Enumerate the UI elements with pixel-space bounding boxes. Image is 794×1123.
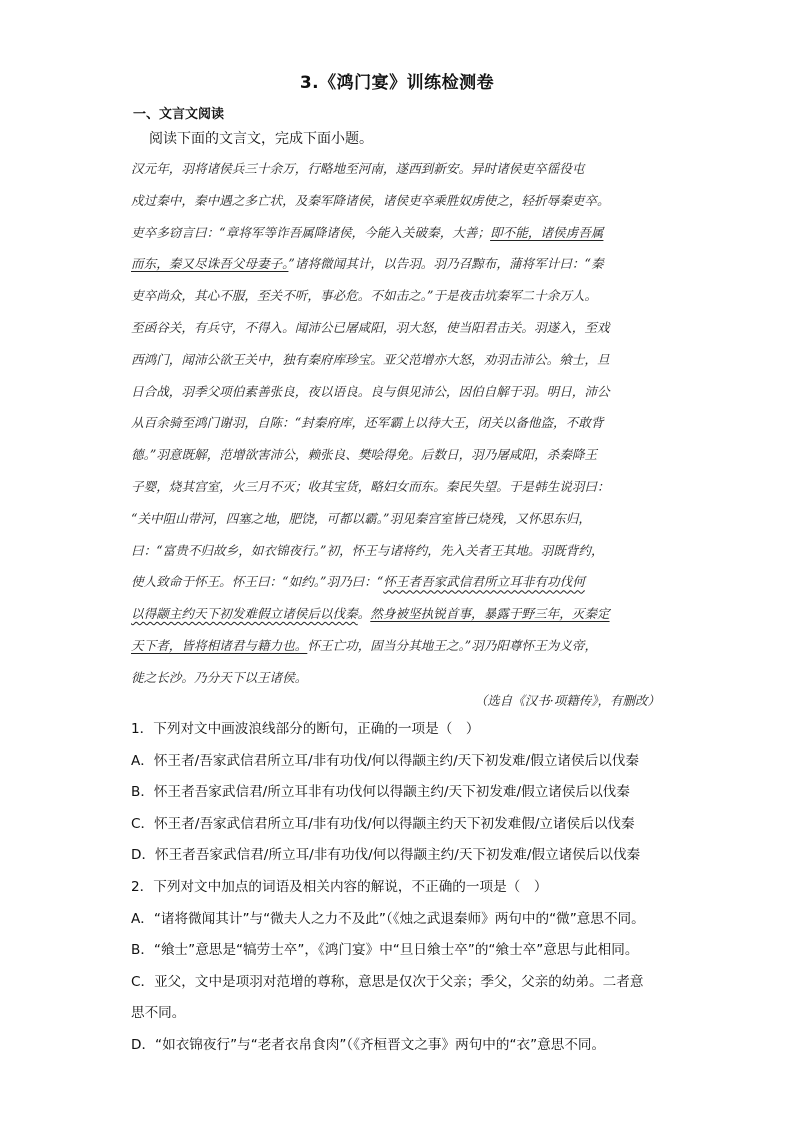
passage-line: 德。”羽意既解，范增欲害沛公，赖张良、樊哙得免。后数日，羽乃屠咸阳，杀秦降王	[131, 447, 598, 463]
option-a: A．“诸将微闻其计”与“微夫人之力不及此”（《烛之武退秦师》两句中的“微”意思不同。	[131, 910, 645, 927]
passage-line	[131, 630, 666, 662]
underlined-sentence: 而东，秦又尽诛吾父母妻子。	[131, 256, 289, 272]
option-d: D．“如衣锦夜行”与“老者衣帛食肉”（《齐桓晋文之事》两句中的“衣”意思不同。	[131, 1036, 606, 1053]
passage-line	[131, 598, 666, 630]
option-c-continued: 思不同。	[131, 1005, 186, 1021]
page-title: 3.《鸿门宴》训练检测卷	[299, 73, 495, 93]
passage-text: 吏卒多窃言曰：“章将军等诈吾属降诸侯，今能入关破秦，大善；	[131, 224, 491, 240]
question-stem: 1．下列对文中画波浪线部分的断句，正确的一项是（ ）	[131, 721, 480, 737]
underlined-sentence: 然身被坚执锐首事，暴露于野三年，灭秦定	[370, 606, 610, 622]
option-c: C．亚父，文中是项羽对范增的尊称，意思是仅次于父亲；季父，父亲的幼弟。二者意	[131, 973, 644, 990]
passage-text: 使人致命于怀王。怀王曰：“如约。”羽乃曰：“	[131, 574, 384, 590]
passage-line: 子婴，烧其宫室，火三月不灭；收其宝货，略妇女而东。秦民失望。于是韩生说羽曰：	[131, 478, 610, 494]
passage-source: （选自《汉书·项籍传》，有删改）	[474, 693, 660, 708]
passage-line: 日合战，羽季父项伯素善张良，夜以语良。良与俱见沛公，因伯自解于羽。明日，沛公	[131, 383, 610, 399]
option-a: A．怀王者/吾家武信君所立耳/非有功伐/何以得颛主约/天下初发难/假立诸侯后以伐秦	[131, 752, 639, 769]
instructions: 阅读下面的文言文，完成下面小题。	[149, 131, 373, 147]
question-stem: 2．下列对文中加点的词语及相关内容的解说，不正确的一项是（ ）	[131, 879, 548, 895]
option-b: B．怀王者吾家武信君/所立耳非有功伐何以得颛主约/天下初发难/假立诸侯后以伐秦	[131, 784, 630, 800]
passage-line: 至函谷关，有兵守，不得入。闻沛公已屠咸阳，羽大怒，使当阳君击关。羽遂入，至戏	[131, 319, 610, 335]
wavy-underlined-sentence: 怀王者吾家武信君所立耳非有功伐何	[383, 574, 585, 590]
passage-line: 西鸿门，闻沛公欲王关中，独有秦府库珍宝。亚父范增亦大怒，劝羽击沛公。飨士，旦	[131, 351, 610, 367]
section-heading: 一、文言文阅读	[133, 107, 225, 122]
passage-line: 从百余骑至鸿门谢羽，自陈：“封秦府库，还军霸上以待大王，闭关以备他盗，不敢背	[131, 415, 604, 431]
wavy-underlined-sentence: 以得颛主约天下初发难假立诸侯后以伐秦	[131, 606, 358, 622]
passage-line	[131, 217, 666, 249]
passage-line: 曰：“富贵不归故乡，如衣锦夜行。”初，怀王与诸将约，先入关者王其地。羽既背约，	[131, 542, 604, 558]
passage-text: 怀王亡功，固当分其地王之。”羽乃阳尊怀王为义帝，	[307, 637, 598, 653]
passage-line	[131, 566, 666, 598]
option-d: D．怀王者吾家武信君/所立耳/非有功伐/何以得颛主约/天下初发难/假立诸侯后以伐秦	[131, 847, 641, 863]
passage-line: 徙之长沙。乃分天下以王诸侯。	[131, 669, 308, 685]
passage-line	[131, 248, 666, 280]
option-b: B．“飨士”意思是“犒劳士卒”，《鸿门宴》中“旦日飨士卒”的“飨士卒”意思与此相同。	[131, 942, 639, 958]
question-2	[131, 872, 671, 1061]
passage-line: 戍过秦中，秦中遇之多亡状，及秦军降诸侯，诸侯吏卒乘胜奴虏使之，轻折辱秦吏卒。	[131, 192, 610, 208]
option-c: C．怀王者/吾家武信君所立耳/非有功伐/何以得颛主约天下初发难假/立诸侯后以伐秦	[131, 815, 635, 832]
question-1	[131, 714, 671, 872]
passage-line: 吏卒尚众，其心不服，至关不听，事必危。不如击之。”于是夜击坑秦军二十余万人。	[131, 288, 598, 304]
passage-text: ”诸将微闻其计，以告羽。羽乃召黥布，蒲将军计曰：“秦	[288, 256, 604, 272]
classical-passage	[131, 153, 666, 694]
passage-line: 汉元年，羽将诸侯兵三十余万，行略地至河南，遂西到新安。异时诸侯吏卒徭役屯	[131, 161, 585, 176]
passage-text: 。	[357, 606, 371, 622]
underlined-sentence: 天下者，皆将相诸君与籍力也。	[131, 637, 308, 653]
underlined-sentence: 即不能，诸侯虏吾属	[490, 224, 604, 240]
passage-line: “关中阻山带河，四塞之地，肥饶，可都以霸。”羽见秦宫室皆已烧残，又怀思东归，	[131, 510, 591, 526]
